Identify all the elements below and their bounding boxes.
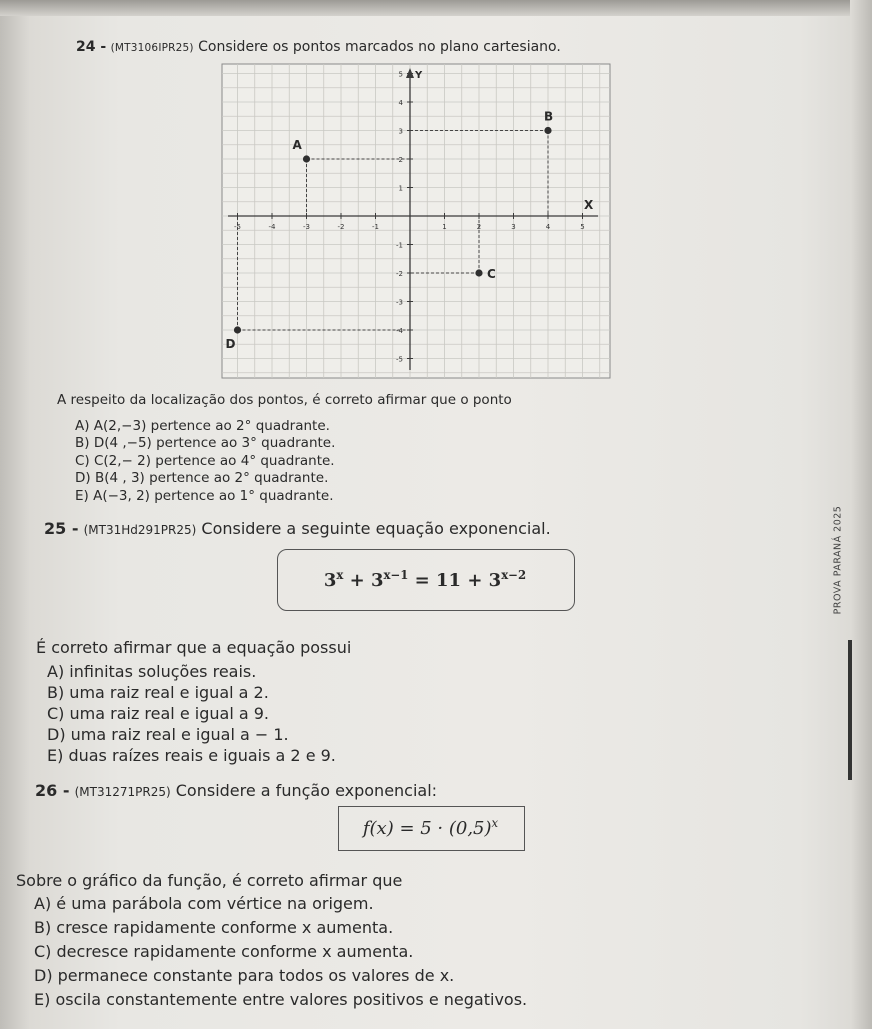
q25-option-d[interactable]: D) uma raiz real e igual a − 1. xyxy=(47,725,289,744)
q25-option-c[interactable]: C) uma raiz real e igual a 9. xyxy=(47,704,269,723)
q26-option-b[interactable]: B) cresce rapidamente conforme x aumenta. xyxy=(34,918,394,937)
q26-number: 26 - xyxy=(35,781,70,800)
point-label-B: B xyxy=(544,109,554,124)
x-tick-label: -3 xyxy=(303,223,310,231)
q24-number: 24 - xyxy=(76,39,107,55)
y-tick-label: 3 xyxy=(398,127,403,136)
x-tick-label: -4 xyxy=(268,223,276,231)
q25-code: (MT31Hd291PR25) xyxy=(83,523,197,537)
q25-option-e[interactable]: E) duas raízes reais e iguais a 2 e 9. xyxy=(47,746,336,765)
x-tick-label: -1 xyxy=(372,223,379,231)
photo-top-edge xyxy=(0,0,872,16)
margin-bar xyxy=(848,640,852,780)
x-tick-label: 5 xyxy=(580,223,585,231)
q26-option-e[interactable]: E) oscila constantemente entre valores positivos e negativos. xyxy=(34,990,528,1009)
q26-option-d[interactable]: D) permanece constante para todos os valores de x. xyxy=(34,966,455,985)
x-tick-label: 4 xyxy=(545,223,551,231)
point-B xyxy=(544,127,551,134)
point-label-D: D xyxy=(225,337,236,351)
y-axis-label: Y xyxy=(415,70,423,81)
q25-number: 25 - xyxy=(44,519,79,538)
q25-statement: Considere a seguinte equação exponencial. xyxy=(201,519,551,538)
x-tick-label: 3 xyxy=(511,223,516,231)
q25-equation: $3^x + 3^{x-1} = 11 + 3^{x-2}$ xyxy=(323,567,527,591)
x-axis-label: X xyxy=(584,198,594,212)
q26-equation: $f(x) = 5 \cdot (0,5)^x$ xyxy=(362,816,499,839)
x-tick-label: 2 xyxy=(476,223,482,231)
q26-question: Sobre o gráfico da função, é correto afirmar que xyxy=(16,871,403,890)
y-tick-label: -5 xyxy=(396,355,403,364)
x-tick-label: -2 xyxy=(337,223,345,231)
q24-statement: Considere os pontos marcados no plano cartesiano. xyxy=(198,39,561,55)
y-tick-label: -1 xyxy=(396,241,403,250)
q26-code: (MT31271PR25) xyxy=(74,785,171,799)
point-A xyxy=(303,155,310,162)
x-tick-label: 1 xyxy=(442,223,447,231)
y-tick-label: 2 xyxy=(398,156,403,164)
point-label-A: A xyxy=(292,138,302,152)
q25-header xyxy=(44,519,551,538)
q25-option-b[interactable]: B) uma raiz real e igual a 2. xyxy=(47,683,269,702)
y-tick-label: -2 xyxy=(396,270,403,278)
q24-code: (MT3106IPR25) xyxy=(110,42,194,54)
q24-option-b[interactable]: B) D(4 ,−5) pertence ao 3° quadrante. xyxy=(75,435,336,451)
q25-question: É correto afirmar que a equação possui xyxy=(36,638,352,657)
side-label: PROVA PARANÁ 2025 xyxy=(832,505,844,615)
q26-header xyxy=(35,781,437,800)
y-tick-label: -4 xyxy=(396,327,403,335)
q24-option-a[interactable]: A) A(2,−3) pertence ao 2° quadrante. xyxy=(75,418,330,434)
x-tick-label: -5 xyxy=(234,223,241,231)
q26-statement: Considere a função exponencial: xyxy=(175,781,438,800)
q24-question: A respeito da localização dos pontos, é correto afirmar que o ponto xyxy=(57,392,512,408)
y-tick-label: 5 xyxy=(398,70,403,79)
photo-right-edge xyxy=(850,0,872,1029)
q24-option-d[interactable]: D) B(4 , 3) pertence ao 2° quadrante. xyxy=(75,470,329,486)
q24-option-c[interactable]: C) C(2,− 2) pertence ao 4° quadrante. xyxy=(75,453,335,469)
y-tick-label: 1 xyxy=(398,184,403,193)
q25-option-a[interactable]: A) infinitas soluções reais. xyxy=(47,662,257,681)
q24-option-e[interactable]: E) A(−3, 2) pertence ao 1° quadrante. xyxy=(75,488,334,504)
point-D xyxy=(234,326,241,333)
q26-option-a[interactable]: A) é uma parábola com vértice na origem. xyxy=(34,894,374,913)
y-tick-label: -3 xyxy=(396,298,403,307)
q26-option-c[interactable]: C) decresce rapidamente conforme x aumenta. xyxy=(34,942,414,961)
y-tick-label: 4 xyxy=(398,99,403,107)
point-C xyxy=(475,269,482,276)
point-label-C: C xyxy=(487,267,496,281)
q24-header xyxy=(76,39,561,55)
cartesian-plane xyxy=(215,60,615,382)
